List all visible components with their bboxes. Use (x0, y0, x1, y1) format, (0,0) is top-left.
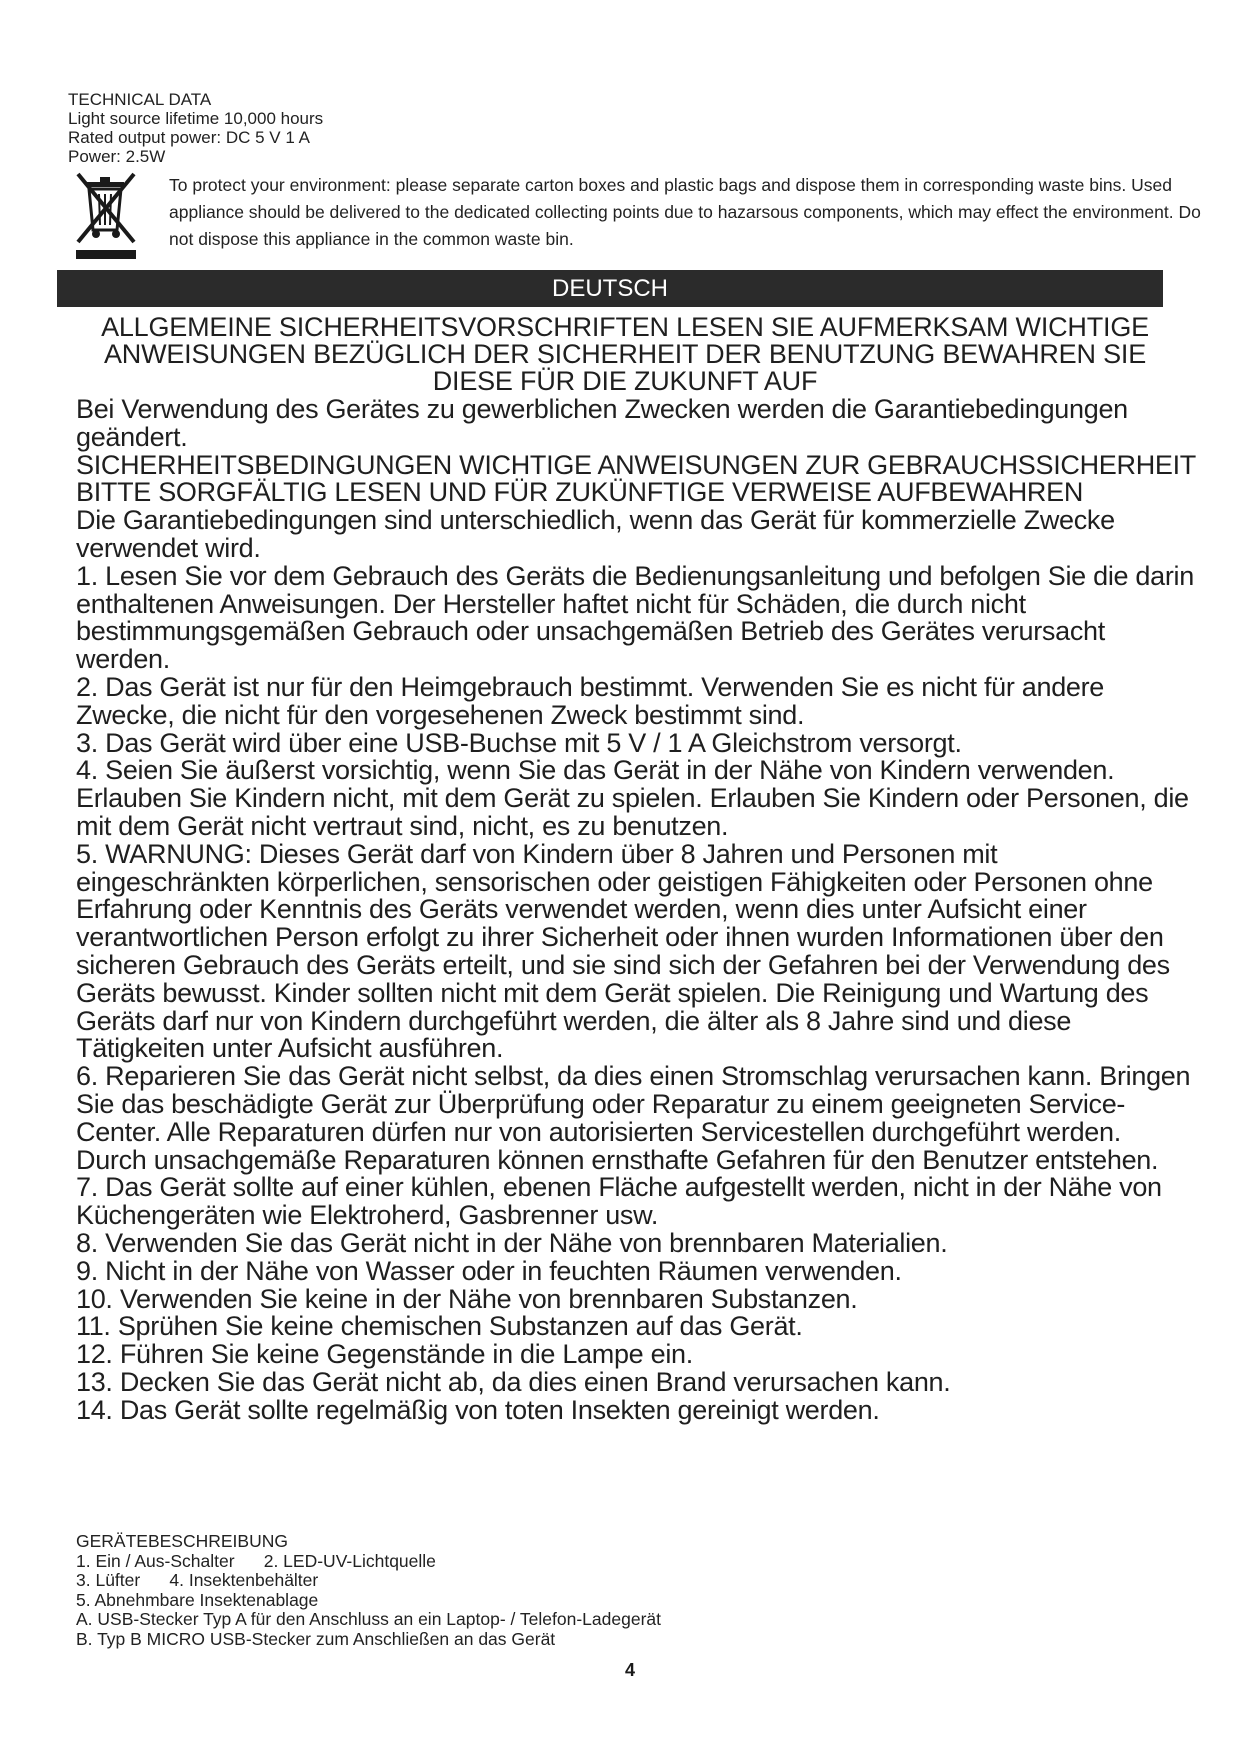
instruction-item: 5. WARNUNG: Dieses Gerät darf von Kindern über 8 Jahren und Personen mit eingeschränkten körperlichen, sensorischen oder geistigen Fähigkeiten oder Personen ohne Erfahrung oder Kenntnis des Geräts verwendet werden, wenn dies unter Aufsicht einer verantwortlichen Person erfolgt zu ihrer Sicherheit oder ihnen wurden Informationen über den sicheren Gebrauch des Geräts erteilt, und sie sind sich der Gefahren bei der Verwendung des Geräts bewusst. Kinder sollten nicht mit dem Gerät spielen. Die Reinigung und Wartung des Geräts darf nur von Kindern durchgeführt werden, die älter als 8 Jahre sind und diese Tätigkeiten unter Aufsicht ausführen. (76, 838, 1170, 1064)
instruction-item: 3. Das Gerät wird über eine USB-Buchse mit 5 V / 1 A Gleichstrom versorgt. (76, 727, 962, 758)
paragraph: SICHERHEITSBEDINGUNGEN WICHTIGE ANWEISUNGEN ZUR GEBRAUCHSSICHERHEIT (76, 449, 1197, 480)
safety-heading: ALLGEMEINE SICHERHEITSVORSCHRIFTEN LESEN SIE AUFMERKSAM WICHTIGE ANWEISUNGEN BEZÜGLICH DER SICHERHEIT DER BENUTZUNG BEWAHREN SIE DIESE FÜR DIE ZUKUNFT AUF (101, 312, 1149, 396)
device-description-line: A. USB-Stecker Typ A für den Anschluss an ein Laptop- / Telefon-Ladegerät (76, 1609, 661, 1629)
paragraph: Die Garantiebedingungen sind unterschiedlich, wenn das Gerät für kommerzielle Zwecke verwendet wird. (76, 505, 1115, 563)
instruction-item: 1. Lesen Sie vor dem Gebrauch des Geräts die Bedienungsanleitung und befolgen Sie die darin enthaltenen Anweisungen. Der Hersteller haftet nicht für Schäden, die durch nicht bestimmungsgemäßen Gebrauch oder unsachgemäßen Betrieb des Gerätes verursacht werden. (76, 560, 1194, 675)
technical-line: Light source lifetime 10,000 hours (68, 109, 324, 128)
language-bar: DEUTSCH (57, 270, 1163, 307)
technical-heading: TECHNICAL DATA (68, 90, 212, 109)
instruction-item: 4. Seien Sie äußerst vorsichtig, wenn Sie das Gerät in der Nähe von Kindern verwenden. Erlauben Sie Kindern nicht, mit dem Gerät zu spielen. Erlauben Sie Kindern oder Personen, die mit dem Gerät nicht vertraut sind, nicht, es zu benutzen. (76, 755, 1189, 841)
device-description-line: B. Typ B MICRO USB-Stecker zum Anschließen an das Gerät (76, 1628, 556, 1649)
device-description-line: 1. Ein / Aus-Schalter 2. LED-UV-Lichtquelle (76, 1550, 436, 1571)
device-description (76, 1532, 876, 1649)
instruction-item: 6. Reparieren Sie das Gerät nicht selbst, da dies einen Stromschlag verursachen kann. Bringen Sie das beschädigte Gerät zur Überprüfung oder Reparatur zu einem geeigneten Service-Center. Alle Reparaturen dürfen nur von autorisierten Servicestellen durchgeführt werden. Durch unsachgemäße Reparaturen können ernsthafte Gefahren für den Benutzer entstehen. (76, 1061, 1191, 1175)
instruction-item: 7. Das Gerät sollte auf einer kühlen, ebenen Fläche aufgestellt werden, nicht in der Nähe von Küchengeräten wie Elektroherd, Gasbrenner usw. (76, 1172, 1162, 1231)
instruction-item: 14. Das Gerät sollte regelmäßig von toten Insekten gereinigt werden. (76, 1394, 880, 1425)
disposal-notice (74, 172, 1201, 262)
instruction-item: 10. Verwenden Sie keine in der Nähe von brennbaren Substanzen. (76, 1283, 858, 1314)
safety-instructions (76, 396, 1196, 1424)
instruction-item: 9. Nicht in der Nähe von Wasser oder in feuchten Räumen verwenden. (76, 1255, 902, 1286)
crossed-out-wheelie-bin-icon (74, 172, 140, 262)
instruction-item: 13. Decken Sie das Gerät nicht ab, da dies einen Brand verursachen kann. (76, 1366, 951, 1397)
instruction-item: 12. Führen Sie keine Gegenstände in die Lampe ein. (76, 1339, 693, 1370)
technical-line: Power: 2.5W (68, 147, 166, 166)
paragraph: BITTE SORGFÄLTIG LESEN UND FÜR ZUKÜNFTIGE VERWEISE AUFBEWAHREN (76, 477, 1084, 508)
instruction-item: 11. Sprühen Sie keine chemischen Substanzen auf das Gerät. (76, 1311, 803, 1342)
device-description-line: 5. Abnehmbare Insektenablage (76, 1589, 319, 1610)
device-description-heading: GERÄTEBESCHREIBUNG (76, 1531, 288, 1551)
disposal-text: To protect your environment: please separate carton boxes and plastic bags and dispose them in corresponding waste bins. Used appliance should be delivered to the dedicated collecting points due to hazarsous components, which may effect the environment. Do not dispose this appliance in the common waste bin. (169, 175, 1201, 249)
technical-line: Rated output power: DC 5 V 1 A (68, 128, 310, 147)
page-number: 4 (624, 1660, 635, 1680)
device-description-line: 3. Lüfter 4. Insektenbehälter (76, 1570, 319, 1590)
instruction-item: 8. Verwenden Sie das Gerät nicht in der Nähe von brennbaren Materialien. (76, 1227, 948, 1258)
paragraph: Bei Verwendung des Gerätes zu gewerblichen Zwecken werden die Garantiebedingungen geändert. (76, 394, 1128, 452)
technical-data (68, 90, 668, 166)
instruction-item: 2. Das Gerät ist nur für den Heimgebrauch bestimmt. Verwenden Sie es nicht für andere Zwecke, die nicht für den vorgesehenen Zweck bestimmt sind. (76, 671, 1105, 730)
